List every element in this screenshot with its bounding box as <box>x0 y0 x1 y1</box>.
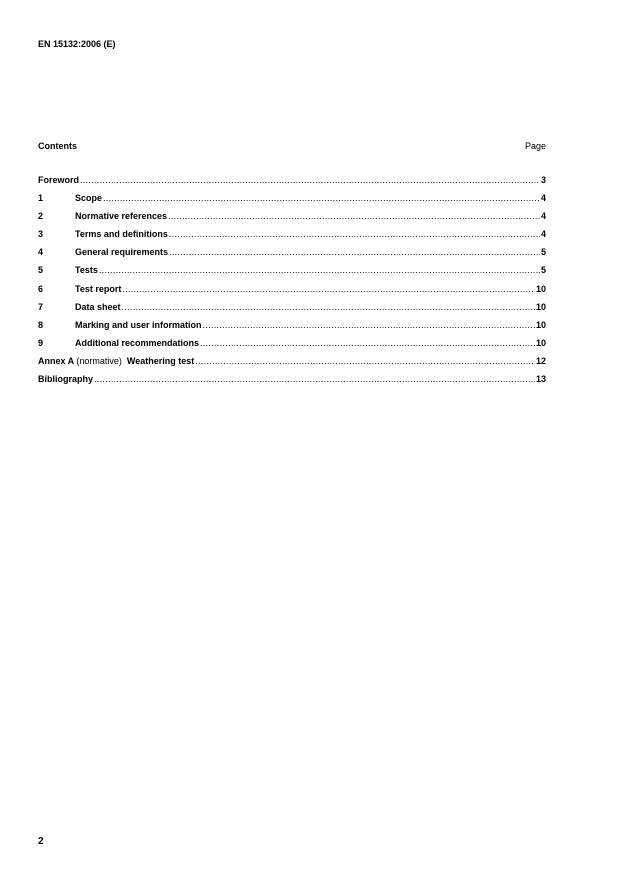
toc-entry-number: 2 <box>38 211 44 222</box>
toc-entry[interactable] <box>38 229 546 247</box>
toc-entry-annex-type: (normative) <box>76 355 122 366</box>
toc-entry-title-text: General requirements <box>75 247 169 258</box>
toc-entry-title <box>75 229 168 239</box>
toc-entry-number: 4 <box>38 247 44 258</box>
toc-entry-page: 10 <box>535 301 546 312</box>
toc-entry-page: 3 <box>540 175 546 185</box>
toc-entry-title <box>75 247 168 257</box>
toc-entry-title <box>38 175 79 185</box>
toc-entry-title-text: Data sheet <box>75 301 121 312</box>
toc-entry-annex-title: Weathering test <box>126 355 195 366</box>
toc-entry[interactable] <box>38 211 546 229</box>
toc-dot-leader <box>169 247 540 257</box>
toc-entry-number: 9 <box>38 337 44 348</box>
toc-entry-page: 5 <box>540 247 546 258</box>
toc-entry-title-text: Marking and user information <box>75 319 202 330</box>
toc-dot-leader <box>80 175 540 185</box>
toc-entry-number: 1 <box>38 193 44 204</box>
page-number: 2 <box>38 836 44 847</box>
toc-entry-number: 3 <box>38 229 44 240</box>
toc-entry-title-text: Scope <box>75 193 103 204</box>
toc-entry-title-text: Additional recommendations <box>75 337 200 348</box>
toc-entry-title-text: Test report <box>75 283 122 294</box>
toc-dot-leader <box>122 284 535 294</box>
toc-dot-leader <box>169 229 540 239</box>
toc-entry-page: 5 <box>540 265 546 276</box>
toc-entry-page: 4 <box>540 211 546 222</box>
toc-entry[interactable] <box>38 374 546 392</box>
toc-dot-leader <box>99 265 540 275</box>
toc-entry-title <box>75 338 199 348</box>
toc-entry[interactable] <box>38 175 546 193</box>
toc-entry[interactable] <box>38 265 546 283</box>
toc-entry-title <box>75 211 167 221</box>
toc-entry-title <box>75 193 102 203</box>
toc-entry-page: 4 <box>540 193 546 204</box>
toc-entry-title <box>75 302 121 312</box>
toc-entry-title <box>75 320 202 330</box>
toc-dot-leader <box>103 193 540 203</box>
toc-entry-title <box>38 356 194 366</box>
toc-dot-leader <box>94 374 535 384</box>
toc-entry-title <box>38 374 93 384</box>
toc-entry-page: 10 <box>535 283 546 294</box>
toc-entry-page: 13 <box>535 374 546 385</box>
toc-entry[interactable] <box>38 247 546 265</box>
toc-entry-number: 5 <box>38 265 44 276</box>
toc-dot-leader <box>203 320 535 330</box>
toc-entry-title-text: Bibliography <box>38 374 94 385</box>
toc-entry[interactable] <box>38 302 546 320</box>
document-header: EN 15132:2006 (E) <box>38 39 116 49</box>
toc-entry-title <box>75 265 98 275</box>
page-column-heading: Page <box>524 141 546 151</box>
toc-entry-title-text: Tests <box>75 265 98 276</box>
toc-entry-page: 12 <box>535 355 546 366</box>
table-of-contents <box>38 175 546 392</box>
contents-heading: Contents <box>38 141 77 151</box>
toc-entry-title-text: Annex A <box>38 355 74 366</box>
toc-entry-title <box>75 284 121 294</box>
toc-entry-number: 7 <box>38 301 44 312</box>
toc-entry[interactable] <box>38 320 546 338</box>
toc-entry[interactable] <box>38 338 546 356</box>
toc-dot-leader <box>122 302 535 312</box>
toc-entry[interactable] <box>38 356 546 374</box>
toc-entry-number: 6 <box>38 283 44 294</box>
toc-entry-title-text: Terms and definitions <box>75 229 168 240</box>
toc-entry-page: 10 <box>535 319 546 330</box>
toc-entry-page: 10 <box>535 337 546 348</box>
toc-entry[interactable] <box>38 193 546 211</box>
toc-entry[interactable] <box>38 284 546 302</box>
toc-entry-title-text: Foreword <box>38 175 80 185</box>
toc-dot-leader <box>195 356 535 366</box>
toc-dot-leader <box>168 211 540 221</box>
toc-dot-leader <box>200 338 535 348</box>
toc-entry-title-text: Normative references <box>75 211 168 222</box>
toc-entry-page: 4 <box>540 229 546 240</box>
toc-entry-number: 8 <box>38 319 44 330</box>
